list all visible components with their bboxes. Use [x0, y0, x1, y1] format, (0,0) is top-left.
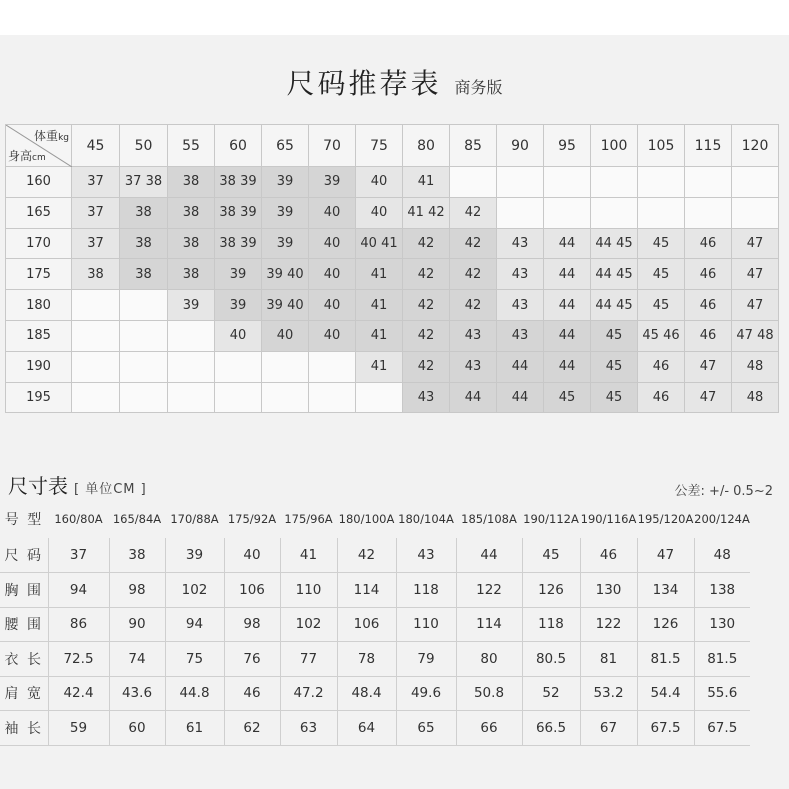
- size-cell: 47: [685, 382, 732, 413]
- size-cell: 45: [638, 259, 685, 290]
- size-cell: 38: [168, 167, 215, 198]
- measurement-value: 40: [224, 538, 280, 573]
- size-cell: 47: [732, 228, 779, 259]
- tolerance-note: 公差: +/- 0.5~2: [674, 484, 773, 499]
- model-code: 175/92A: [227, 512, 277, 526]
- size-cell: 45: [544, 382, 591, 413]
- measurement-value: 64: [337, 711, 396, 746]
- measurement-value: 130: [694, 607, 750, 642]
- measurement-value: 39: [165, 538, 224, 573]
- size-cell: 42: [450, 259, 497, 290]
- weight-header: 80: [403, 125, 450, 167]
- weight-header: 75: [356, 125, 403, 167]
- model-label: 号 型: [4, 512, 44, 528]
- measurement-value: 49.6: [396, 676, 456, 711]
- size-cell: 39: [262, 197, 309, 228]
- measurement-value: 98: [224, 607, 280, 642]
- size-cell: 48: [732, 351, 779, 382]
- size-cell: 39: [309, 167, 356, 198]
- size-cell: 44: [544, 320, 591, 351]
- measurement-value: 47.2: [280, 676, 337, 711]
- size-cell: [638, 167, 685, 198]
- measurement-value: 126: [522, 573, 580, 608]
- measurement-value: 50.8: [456, 676, 522, 711]
- size-cell: 42: [403, 320, 450, 351]
- measurement-value: 42.4: [48, 676, 109, 711]
- measurement-value: 37: [48, 538, 109, 573]
- measurement-value: 106: [224, 573, 280, 608]
- measurement-value: 80: [456, 642, 522, 677]
- model-code: 185/108A: [461, 512, 517, 526]
- size-cell: [72, 290, 120, 321]
- height-header: 185: [6, 320, 72, 351]
- measurement-value: 126: [637, 607, 694, 642]
- height-header: 195: [6, 382, 72, 413]
- model-code: 165/84A: [112, 512, 162, 526]
- size-cell: 42: [450, 290, 497, 321]
- size-cell: 44 45: [591, 290, 638, 321]
- measurement-value: 94: [165, 607, 224, 642]
- measurement-row: [0, 676, 750, 711]
- measurement-value: 38: [109, 538, 165, 573]
- size-cell: [72, 382, 120, 413]
- measurement-value: 130: [580, 573, 637, 608]
- grid-row: [6, 167, 779, 198]
- size-cell: 42: [450, 197, 497, 228]
- size-cell: [732, 167, 779, 198]
- size-cell: [591, 197, 638, 228]
- measurement-value: 44.8: [165, 676, 224, 711]
- size-cell: 43: [497, 320, 544, 351]
- size-cell: 40: [309, 290, 356, 321]
- grid-row: [6, 290, 779, 321]
- measurement-value: 67: [580, 711, 637, 746]
- weight-header: 90: [497, 125, 544, 167]
- size-cell: [168, 351, 215, 382]
- grid-row: [6, 197, 779, 228]
- size-table-heading: 尺寸表: [8, 474, 68, 498]
- size-cell: 38: [120, 228, 168, 259]
- size-cell: [685, 167, 732, 198]
- height-header: 170: [6, 228, 72, 259]
- measurement-value: 46: [580, 538, 637, 573]
- measurement-value: 42: [337, 538, 396, 573]
- size-cell: 37: [72, 228, 120, 259]
- model-code: 190/116A: [580, 512, 637, 526]
- measurement-value: 60: [109, 711, 165, 746]
- model-code: 195/120A: [637, 512, 694, 526]
- size-cell: [497, 167, 544, 198]
- weight-header: 115: [685, 125, 732, 167]
- size-cell: 46: [685, 320, 732, 351]
- size-cell: 45: [638, 228, 685, 259]
- size-cell: 40: [309, 197, 356, 228]
- size-cell: 40: [309, 320, 356, 351]
- size-cell: [591, 167, 638, 198]
- model-code: 170/88A: [170, 512, 219, 526]
- size-cell: 39 40: [262, 290, 309, 321]
- weight-header: 95: [544, 125, 591, 167]
- measurement-value: 75: [165, 642, 224, 677]
- size-cell: 44 45: [591, 259, 638, 290]
- size-cell: [120, 320, 168, 351]
- weight-header: 55: [168, 125, 215, 167]
- measurement-value: 114: [337, 573, 396, 608]
- measurement-value: 55.6: [694, 676, 750, 711]
- size-cell: 37: [72, 167, 120, 198]
- size-cell: 38: [120, 259, 168, 290]
- size-cell: [168, 320, 215, 351]
- size-cell: [215, 351, 262, 382]
- size-cell: [638, 197, 685, 228]
- size-cell: 46: [638, 382, 685, 413]
- size-cell: 39: [215, 259, 262, 290]
- size-cell: [215, 382, 262, 413]
- size-cell: 40: [215, 320, 262, 351]
- page-title: [0, 62, 789, 102]
- measurement-row: [0, 711, 750, 746]
- model-code: 175/96A: [284, 512, 333, 526]
- size-cell: 39: [262, 228, 309, 259]
- measurement-value: 53.2: [580, 676, 637, 711]
- weight-header: 70: [309, 125, 356, 167]
- measurement-value: 122: [580, 607, 637, 642]
- measurement-value: 114: [456, 607, 522, 642]
- measurement-label: 胸 围: [0, 573, 48, 608]
- size-cell: 47: [732, 259, 779, 290]
- size-cell: 44: [497, 382, 544, 413]
- weight-header: 100: [591, 125, 638, 167]
- size-cell: 43: [497, 228, 544, 259]
- size-cell: 43: [497, 259, 544, 290]
- size-cell: 40: [309, 259, 356, 290]
- measurement-label: 衣 长: [0, 642, 48, 677]
- title-main: 尺码推荐表: [286, 67, 442, 100]
- height-header: 160: [6, 167, 72, 198]
- measurement-value: 47: [637, 538, 694, 573]
- size-cell: 41: [356, 320, 403, 351]
- measurement-value: 134: [637, 573, 694, 608]
- size-cell: 42: [403, 228, 450, 259]
- size-cell: 47: [732, 290, 779, 321]
- measurement-value: 54.4: [637, 676, 694, 711]
- grid-corner-header: [6, 125, 72, 167]
- size-table-title: [8, 470, 147, 499]
- weight-header: 105: [638, 125, 685, 167]
- measurement-value: 43.6: [109, 676, 165, 711]
- size-cell: 40: [356, 167, 403, 198]
- size-cell: 44: [544, 228, 591, 259]
- size-cell: [497, 197, 544, 228]
- measurement-value: 52: [522, 676, 580, 711]
- measurement-value: 102: [280, 607, 337, 642]
- measurement-value: 98: [109, 573, 165, 608]
- size-cell: 42: [403, 259, 450, 290]
- size-cell: 41 42: [403, 197, 450, 228]
- measurement-row: [0, 607, 750, 642]
- measurement-value: 122: [456, 573, 522, 608]
- size-cell: 43: [450, 320, 497, 351]
- grid-row: [6, 259, 779, 290]
- size-cell: 45: [638, 290, 685, 321]
- size-cell: 44: [497, 351, 544, 382]
- weight-header: 65: [262, 125, 309, 167]
- measurement-value: 81.5: [694, 642, 750, 677]
- measurement-value: 66.5: [522, 711, 580, 746]
- size-cell: [72, 351, 120, 382]
- size-cell: 39: [262, 167, 309, 198]
- size-cell: 46: [685, 259, 732, 290]
- size-cell: 38: [168, 259, 215, 290]
- height-header: 190: [6, 351, 72, 382]
- measurement-value: 94: [48, 573, 109, 608]
- model-code: 190/112A: [523, 512, 579, 526]
- measurement-label: 袖 长: [0, 711, 48, 746]
- measurement-label: 尺 码: [0, 538, 48, 573]
- size-cell: [168, 382, 215, 413]
- size-cell: [120, 351, 168, 382]
- height-header: 165: [6, 197, 72, 228]
- size-cell: 41: [356, 290, 403, 321]
- size-cell: 38: [72, 259, 120, 290]
- measurement-row: [0, 538, 750, 573]
- size-cell: 48: [732, 382, 779, 413]
- weight-header: 45: [72, 125, 120, 167]
- size-cell: 47 48: [732, 320, 779, 351]
- grid-row: [6, 351, 779, 382]
- size-cell: 46: [638, 351, 685, 382]
- size-cell: 44 45: [591, 228, 638, 259]
- measurement-value: 66: [456, 711, 522, 746]
- weight-header: 120: [732, 125, 779, 167]
- measurement-value: 65: [396, 711, 456, 746]
- measurement-value: 44: [456, 538, 522, 573]
- size-cell: 40: [262, 320, 309, 351]
- weight-header: 60: [215, 125, 262, 167]
- measurement-value: 76: [224, 642, 280, 677]
- size-cell: 44: [544, 351, 591, 382]
- size-cell: 43: [450, 351, 497, 382]
- measurement-value: 67.5: [637, 711, 694, 746]
- size-cell: 43: [497, 290, 544, 321]
- measurement-value: 80.5: [522, 642, 580, 677]
- measurement-value: 118: [396, 573, 456, 608]
- size-cell: 44: [544, 290, 591, 321]
- size-cell: 45: [591, 382, 638, 413]
- size-cell: 37: [72, 197, 120, 228]
- size-cell: 43: [403, 382, 450, 413]
- model-row: [0, 508, 750, 530]
- size-cell: [309, 382, 356, 413]
- measurement-value: 43: [396, 538, 456, 573]
- weight-header: 50: [120, 125, 168, 167]
- measurement-value: 118: [522, 607, 580, 642]
- size-cell: 39 40: [262, 259, 309, 290]
- weight-axis-label: 体重kg: [34, 129, 69, 143]
- size-cell: 44: [544, 259, 591, 290]
- size-cell: 42: [403, 290, 450, 321]
- size-cell: 38: [168, 197, 215, 228]
- size-cell: 40: [356, 197, 403, 228]
- size-cell: 45: [591, 351, 638, 382]
- size-cell: 38 39: [215, 167, 262, 198]
- size-cell: [685, 197, 732, 228]
- weight-header: 85: [450, 125, 497, 167]
- size-cell: 42: [450, 228, 497, 259]
- size-cell: 45: [591, 320, 638, 351]
- height-header: 175: [6, 259, 72, 290]
- size-cell: 38 39: [215, 197, 262, 228]
- measurement-value: 61: [165, 711, 224, 746]
- size-cell: [450, 167, 497, 198]
- measurement-label: 肩 宽: [0, 676, 48, 711]
- size-cell: 41: [356, 351, 403, 382]
- measurement-row: [0, 573, 750, 608]
- measurement-value: 46: [224, 676, 280, 711]
- size-cell: 38: [120, 197, 168, 228]
- title-sub: 商务版: [454, 78, 503, 97]
- size-cell: 40: [309, 228, 356, 259]
- measurement-value: 81: [580, 642, 637, 677]
- grid-row: [6, 228, 779, 259]
- measurement-value: 86: [48, 607, 109, 642]
- model-code: 200/124A: [694, 512, 750, 526]
- size-cell: [544, 167, 591, 198]
- size-cell: 41: [403, 167, 450, 198]
- grid-row: [6, 382, 779, 413]
- measurement-label: 腰 围: [0, 607, 48, 642]
- size-cell: [262, 351, 309, 382]
- size-cell: 42: [403, 351, 450, 382]
- model-code: 180/104A: [398, 512, 454, 526]
- measurement-value: 48: [694, 538, 750, 573]
- size-cell: 44: [450, 382, 497, 413]
- size-measurement-table: [0, 538, 750, 746]
- measurement-value: 110: [280, 573, 337, 608]
- measurement-value: 102: [165, 573, 224, 608]
- size-cell: 37 38: [120, 167, 168, 198]
- size-recommendation-grid: [5, 124, 779, 413]
- measurement-value: 63: [280, 711, 337, 746]
- size-cell: 38 39: [215, 228, 262, 259]
- size-cell: [732, 197, 779, 228]
- measurement-value: 110: [396, 607, 456, 642]
- size-cell: 38: [168, 228, 215, 259]
- measurement-value: 106: [337, 607, 396, 642]
- measurement-value: 67.5: [694, 711, 750, 746]
- measurement-value: 81.5: [637, 642, 694, 677]
- measurement-value: 45: [522, 538, 580, 573]
- height-header: 180: [6, 290, 72, 321]
- size-cell: 39: [168, 290, 215, 321]
- measurement-value: 48.4: [337, 676, 396, 711]
- size-cell: [309, 351, 356, 382]
- measurement-value: 79: [396, 642, 456, 677]
- measurement-value: 90: [109, 607, 165, 642]
- model-code: 180/100A: [338, 512, 395, 526]
- size-cell: [120, 382, 168, 413]
- size-cell: [544, 197, 591, 228]
- measurement-row: [0, 642, 750, 677]
- size-cell: 41: [356, 259, 403, 290]
- measurement-value: 74: [109, 642, 165, 677]
- size-cell: 46: [685, 290, 732, 321]
- measurement-value: 72.5: [48, 642, 109, 677]
- size-cell: 39: [215, 290, 262, 321]
- measurement-value: 77: [280, 642, 337, 677]
- measurement-value: 62: [224, 711, 280, 746]
- size-cell: [120, 290, 168, 321]
- size-cell: 46: [685, 228, 732, 259]
- size-cell: 47: [685, 351, 732, 382]
- height-axis-label: 身高cm: [8, 149, 46, 163]
- measurement-value: 78: [337, 642, 396, 677]
- grid-row: [6, 320, 779, 351]
- size-cell: [356, 382, 403, 413]
- measurement-value: 59: [48, 711, 109, 746]
- size-table-unit: [ 单位CM ]: [74, 482, 147, 497]
- size-cell: 40 41: [356, 228, 403, 259]
- size-cell: [72, 320, 120, 351]
- measurement-value: 138: [694, 573, 750, 608]
- measurement-value: 41: [280, 538, 337, 573]
- size-cell: 45 46: [638, 320, 685, 351]
- model-code: 160/80A: [54, 512, 103, 526]
- size-cell: [262, 382, 309, 413]
